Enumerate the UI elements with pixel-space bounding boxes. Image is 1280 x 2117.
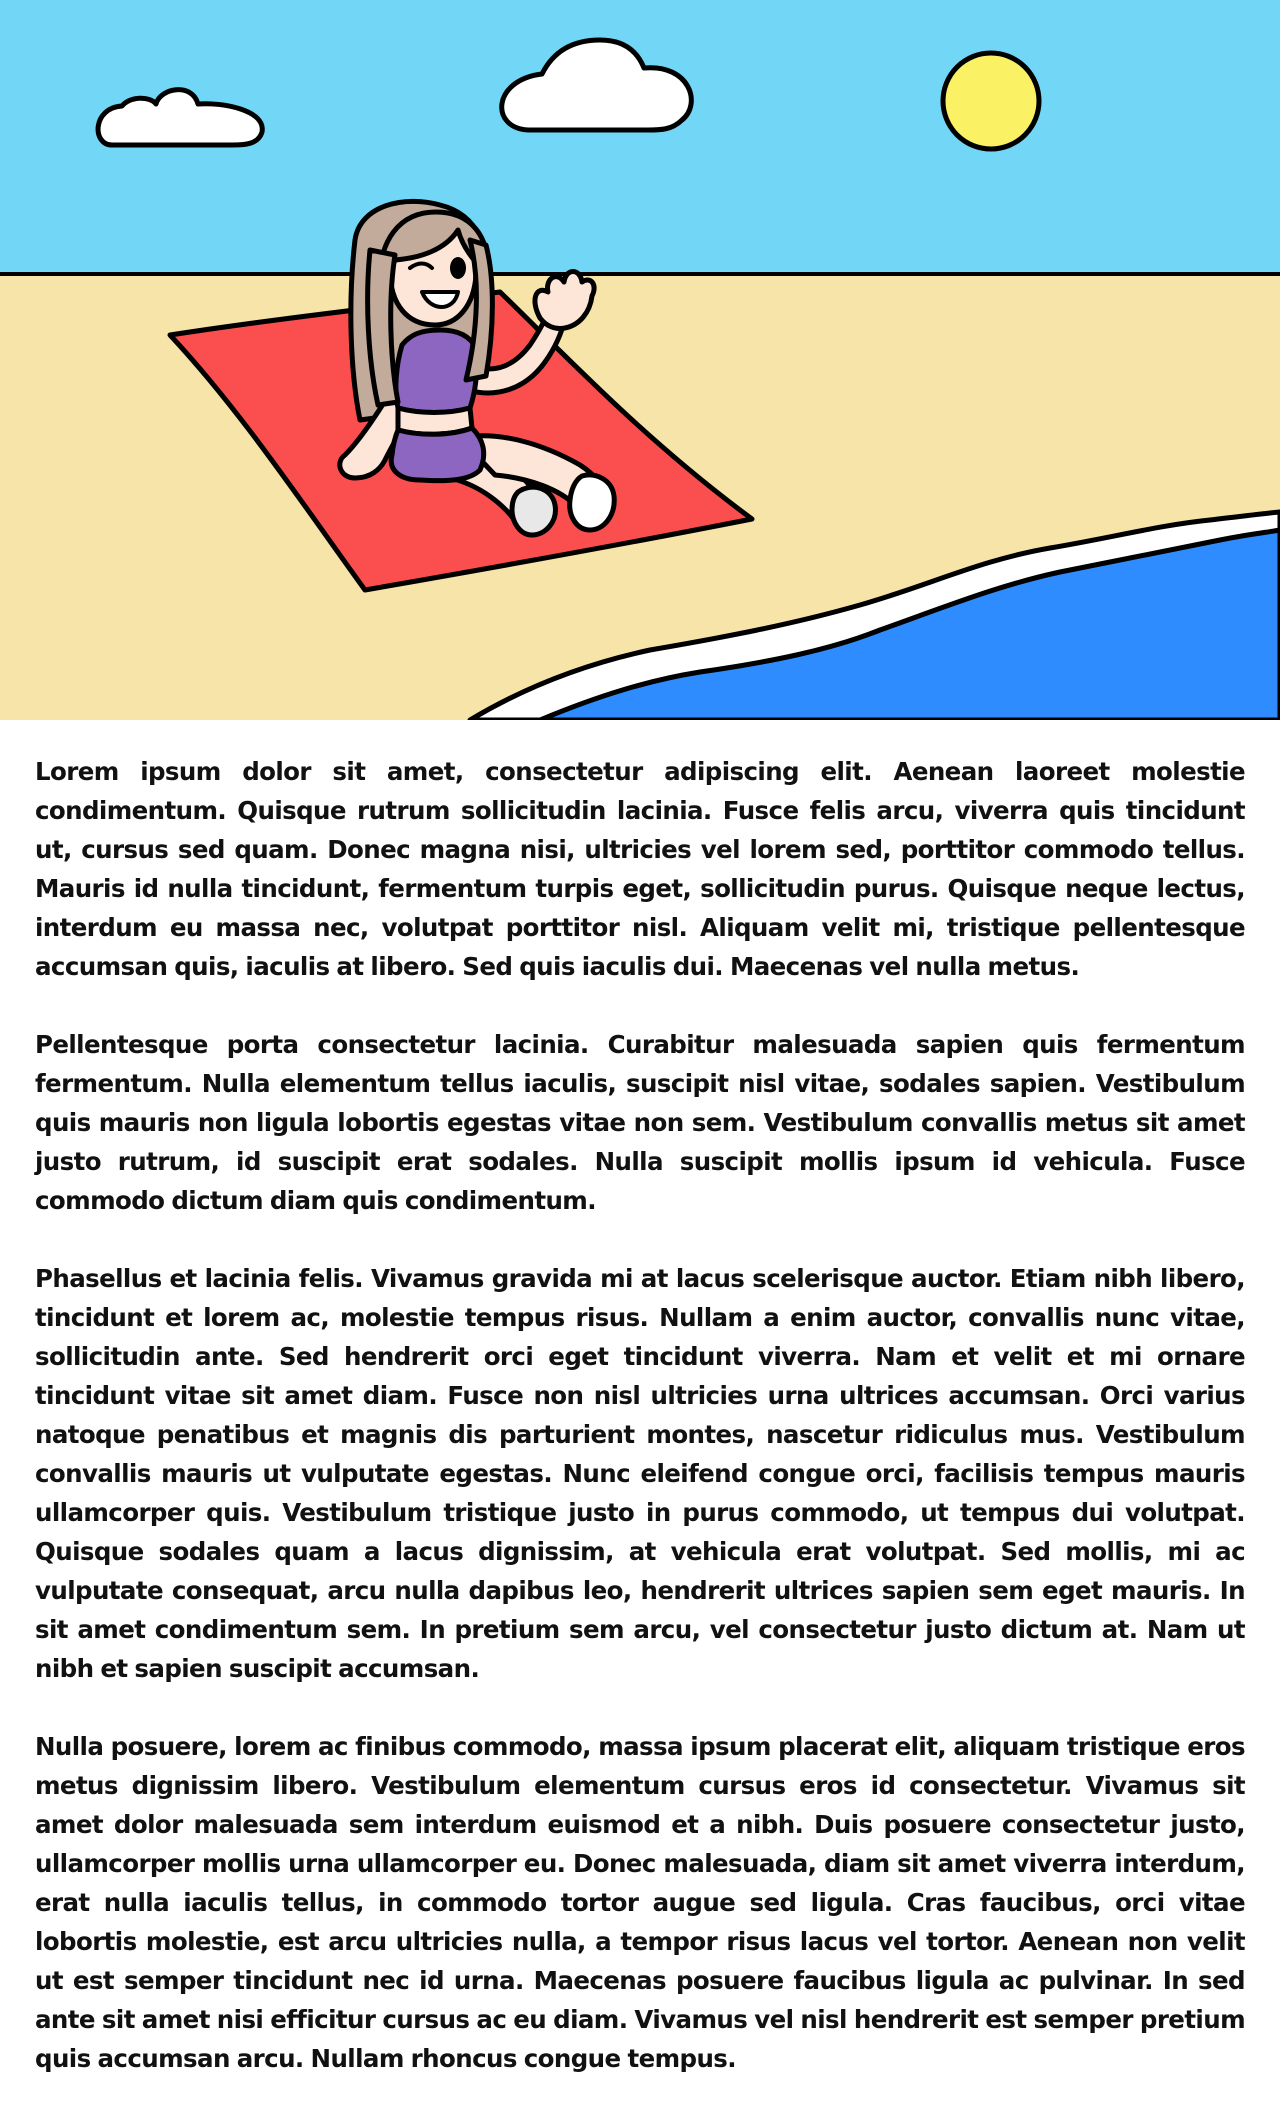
swimsuit-top [396, 330, 477, 413]
shorts [391, 428, 483, 481]
beach-illustration [0, 0, 1280, 720]
paragraph-2: Pellentesque porta consectetur lacinia. Curabitur malesuada sapien quis fermentum fermentum. Nulla elementum tellus iaculis, suscipit nisl vitae, sodales sapien. Vestibulum quis mauris non ligula lobortis egestas vitae non sem. Vestibulum convallis metus sit amet justo rutrum, id suscipit erat sodales. Nulla suscipit mollis ipsum id vehicula. Fusce commodo dictum diam quis condimentum. [35, 1030, 1245, 1215]
article-body [35, 752, 1245, 2117]
sock-right [570, 475, 615, 530]
sock-left [512, 487, 555, 535]
open-eye [450, 257, 466, 279]
paragraph-4: Nulla posuere, lorem ac finibus commodo, massa ipsum placerat elit, aliquam tristique eros metus dignissim libero. Vestibulum elementum cursus eros id consectetur. Vivamus sit amet dolor malesuada sem interdum euismod et a nibh. Duis posuere consectetur justo, ullamcorper mollis urna ullamcorper eu. Donec malesuada, diam sit amet viverra interdum, erat nulla iaculis tellus, in commodo tortor augue sed ligula. Cras faucibus, orci vitae lobortis molestie, est arcu ultricies nulla, a tempor risus lacus vel tortor. Aenean non velit ut est semper tincidunt nec id urna. Maecenas posuere faucibus ligula ac pulvinar. In sed ante sit amet nisi efficitur cursus ac eu diam. Vivamus vel nisl hendrerit est semper pretium quis accumsan arcu. Nullam rhoncus congue tempus. [35, 1732, 1245, 2073]
sun [943, 53, 1039, 149]
paragraph-1: Lorem ipsum dolor sit amet, consectetur adipiscing elit. Aenean laoreet molestie condimentum. Quisque rutrum sollicitudin lacinia. Fusce felis arcu, viverra quis tincidunt ut, cursus sed quam. Donec magna nisi, ultricies vel lorem sed, porttitor commodo tellus. Mauris id nulla tincidunt, fermentum turpis eget, sollicitudin purus. Quisque neque lectus, interdum eu massa nec, volutpat porttitor nisl. Aliquam velit mi, tristique pellentesque accumsan quis, iaculis at libero. Sed quis iaculis dui. Maecenas vel nulla metus. [35, 757, 1245, 981]
paragraph-3: Phasellus et lacinia felis. Vivamus gravida mi at lacus scelerisque auctor. Etiam nibh libero, tincidunt et lorem ac, molestie tempus risus. Nullam a enim auctor, convallis nunc vitae, sollicitudin ante. Sed hendrerit orci eget tincidunt viverra. Nam et velit et mi ornare tincidunt vitae sit amet diam. Fusce non nisl ultricies urna ultrices accumsan. Orci varius natoque penatibus et magnis dis parturient montes, nascetur ridiculus mus. Vestibulum convallis mauris ut vulputate egestas. Nunc eleifend congue orci, facilisis tempus mauris ullamcorper quis. Vestibulum tristique justo in purus commodo, ut tempus dui volutpat. Quisque sodales quam a lacus dignissim, at vehicula erat volutpat. Sed mollis, mi ac vulputate consequat, arcu nulla dapibus leo, hendrerit ultrices sapien sem eget mauris. In sit amet condimentum sem. In pretium sem arcu, vel consectetur justo dictum at. Nam ut nibh et sapien suscipit accumsan. [35, 1264, 1245, 1683]
